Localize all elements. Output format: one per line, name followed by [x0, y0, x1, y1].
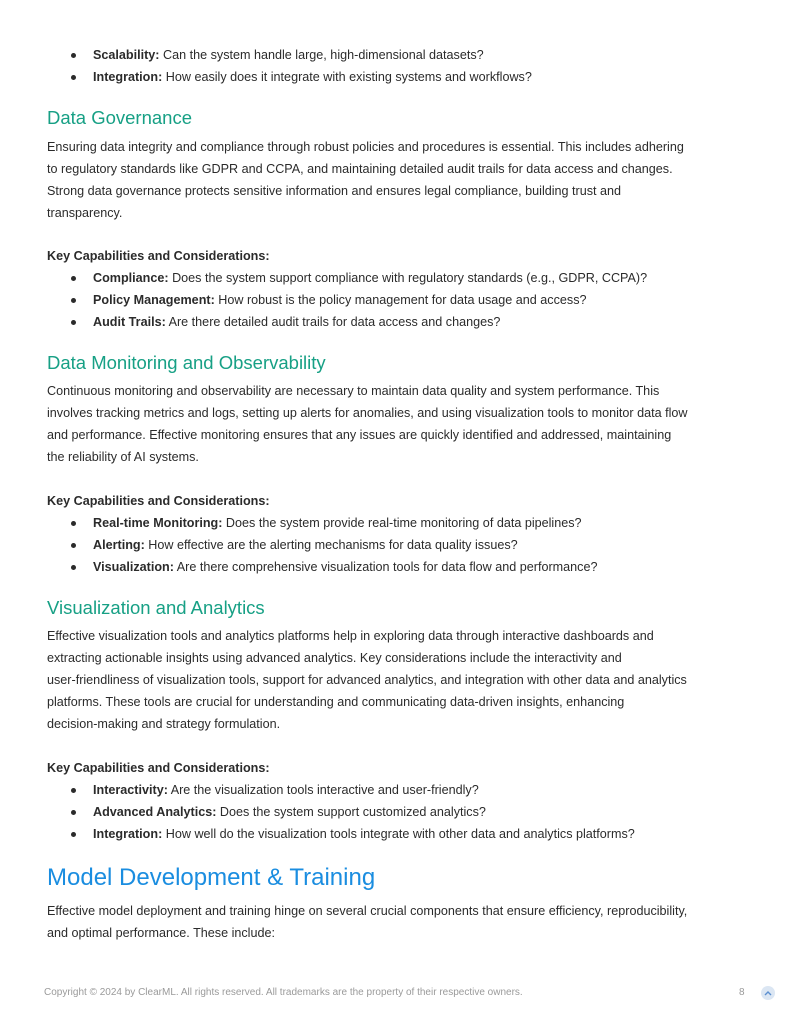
top-bullet-list: [47, 44, 532, 88]
monitoring-list: [47, 512, 597, 578]
visualization-kc-label: Key Capabilities and Considerations:: [47, 761, 270, 775]
bullet-icon: [71, 276, 76, 281]
visualization-paragraph: Effective visualization tools and analytics platforms help in exploring data through interactive dashboards and extracting actionable insights using advanced analytics. Key considerations include the interactivity and user-friendliness of visualization tools, support for advanced analytics, and integration with other data and analytics platforms. These tools are crucial for understanding and communicating data-driven insights, enhancing decision-making and strategy formulation.: [47, 629, 687, 731]
list-item: Policy Management: How robust is the policy management for data usage and access?: [47, 289, 647, 311]
visualization-list: [47, 779, 635, 845]
bullet-icon: [71, 788, 76, 793]
list-item: Integration: How easily does it integrate with existing systems and workflows?: [47, 66, 532, 88]
list-item: Compliance: Does the system support compliance with regulatory standards (e.g., GDPR, CCPA)?: [47, 267, 647, 289]
list-item: Visualization: Are there comprehensive visualization tools for data flow and performance?: [47, 556, 597, 578]
bullet-icon: [71, 565, 76, 570]
model-paragraph: Effective model deployment and training hinge on several crucial components that ensure efficiency, reproducibility, and optimal performance. These include:: [47, 904, 688, 940]
governance-list: [47, 267, 647, 333]
governance-kc-label: Key Capabilities and Considerations:: [47, 249, 270, 263]
page-number: 8: [739, 987, 745, 998]
monitoring-paragraph: Continuous monitoring and observability are necessary to maintain data quality and system performance. This involves tracking metrics and logs, setting up alerts for anomalies, and using visualization tools to monitor data flow and performance. Effective monitoring ensures that any issues are quickly identified and addressed, maintaining the reliability of AI systems.: [47, 384, 688, 464]
scroll-to-top-button[interactable]: [761, 986, 775, 1000]
list-item: Interactivity: Are the visualization tools interactive and user-friendly?: [47, 779, 635, 801]
monitoring-kc-label: Key Capabilities and Considerations:: [47, 494, 270, 508]
bullet-icon: [71, 53, 76, 58]
section-heading-monitoring: Data Monitoring and Observability: [47, 352, 326, 373]
list-item: Real-time Monitoring: Does the system provide real-time monitoring of data pipelines?: [47, 512, 597, 534]
bullet-icon: [71, 832, 76, 837]
footer-copyright: Copyright © 2024 by ClearML. All rights reserved. All trademarks are the property of their respective owners.: [44, 987, 523, 998]
bullet-icon: [71, 810, 76, 815]
bullet-icon: [71, 320, 76, 325]
governance-paragraph: Ensuring data integrity and compliance through robust policies and procedures is essential. This includes adhering to regulatory standards like GDPR and CCPA, and maintaining detailed audit trails for data access and changes. Strong data governance protects sensitive information and ensures legal compliance, building trust and transparency.: [47, 140, 684, 220]
bullet-icon: [71, 75, 76, 80]
chevron-up-icon: [764, 990, 772, 996]
section-heading-visualization: Visualization and Analytics: [47, 597, 265, 618]
list-item: Integration: How well do the visualization tools integrate with other data and analytics platforms?: [47, 823, 635, 845]
bullet-icon: [71, 543, 76, 548]
bullet-icon: [71, 521, 76, 526]
section-heading-governance: Data Governance: [47, 107, 193, 128]
list-item: Advanced Analytics: Does the system support customized analytics?: [47, 801, 635, 823]
bullet-icon: [71, 298, 76, 303]
list-item: Audit Trails: Are there detailed audit trails for data access and changes?: [47, 311, 647, 333]
list-item: Alerting: How effective are the alerting mechanisms for data quality issues?: [47, 534, 597, 556]
list-item: Scalability: Can the system handle large, high-dimensional datasets?: [47, 44, 532, 66]
major-heading-model-development: Model Development & Training: [47, 864, 376, 891]
